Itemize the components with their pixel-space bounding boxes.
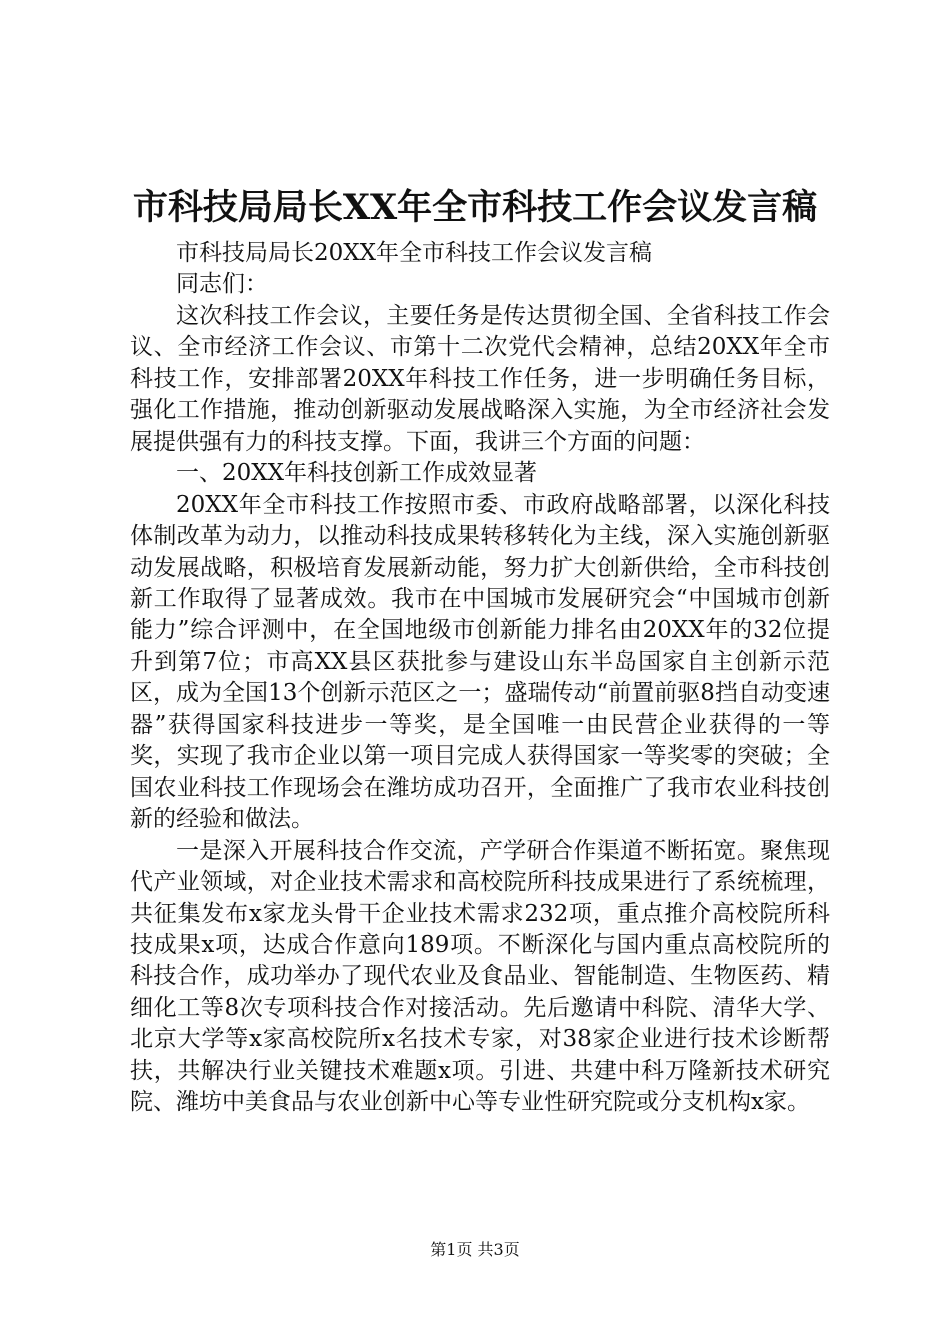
document-title: 市科技局局长XX年全市科技工作会议发言稿 (132, 187, 818, 228)
page-footer: 第1页 共3页 (430, 1240, 520, 1259)
body-paragraph: 20XX年全市科技工作按照市委、市政府战略部署，以深化科技体制改革为动力，以推动科技成果转移转化为主线，深入实施创新驱动发展战略，积极培育发展新动能，努力扩大创新供给，全市科技创新工作取得了显著成效。我市在中国城市发展研究会“中国城市创新能力”综合评测中，在全国地级市创新能力排名由20XX年的32位提升到第7位；市高XX县区获批参与建设山东半岛国家自主创新示范区，成为全国13个创新示范区之一；盛瑞传动“前置前驱8挡自动变速器”获得国家科技进步一等奖，是全国唯一由民营企业获得的一等奖，实现了我市企业以第一项目完成人获得国家一等奖零的突破；全国农业科技工作现场会在潍坊成功召开，全面推广了我市农业科技创新的经验和做法。 (130, 491, 830, 833)
document-body (130, 238, 830, 1119)
intro-paragraph: 这次科技工作会议，主要任务是传达贯彻全国、全省科技工作会议、全市经济工作会议、市第十二次党代会精神，总结20XX年全市科技工作，安排部署20XX年科技工作任务，进一步明确任务目标，强化工作措施，推动创新驱动发展战略深入实施，为全市经济社会发展提供强有力的科技支撑。下面，我讲三个方面的问题： (130, 302, 830, 455)
salutation-paragraph: 同志们： (176, 271, 268, 298)
subtitle-paragraph: 市科技局局长20XX年全市科技工作会议发言稿 (176, 240, 653, 266)
section-heading: 一、20XX年科技创新工作成效显著 (176, 460, 538, 487)
body-paragraph: 一是深入开展科技合作交流，产学研合作渠道不断拓宽。聚焦现代产业领域，对企业技术需求和高校院所科技成果进行了系统梳理，共征集发布x家龙头骨干企业技术需求232项，重点推介高校院所科技成果x项，达成合作意向189项。不断深化与国内重点高校院所的科技合作，成功举办了现代农业及食品业、智能制造、生物医药、精细化工等8次专项科技合作对接活动。先后邀请中科院、清华大学、北京大学等x家高校院所x名技术专家，对38家企业进行技术诊断帮扶，共解决行业关键技术难题x项。引进、共建中科万隆新技术研究院、潍坊中美食品与农业创新中心等专业性研究院或分支机构x家。 (130, 837, 830, 1116)
